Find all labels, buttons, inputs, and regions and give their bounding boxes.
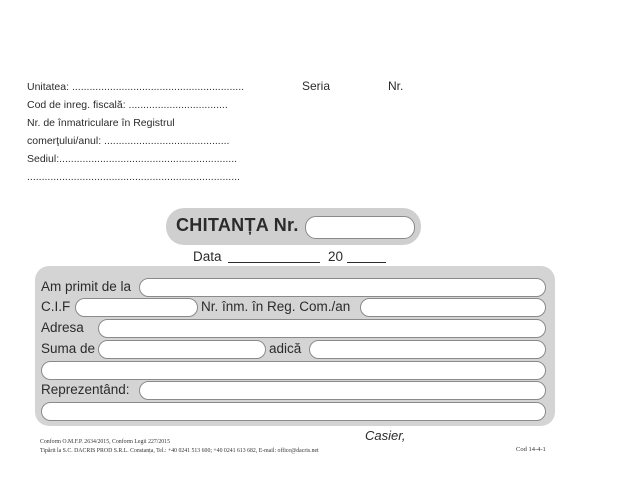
receipt-number-field[interactable] bbox=[305, 216, 415, 239]
reprezentand-label: Reprezentând: bbox=[41, 382, 130, 397]
reprezentand-field[interactable] bbox=[139, 381, 546, 400]
adresa-label: Adresa bbox=[41, 320, 84, 335]
cif-field[interactable] bbox=[75, 298, 198, 317]
unitatea-line: Unitatea: ........................................................... bbox=[27, 81, 245, 93]
cif-label: C.I.F bbox=[41, 299, 71, 314]
adica-label: adică bbox=[269, 341, 302, 356]
dotted-line: ......................................................................... bbox=[27, 171, 240, 183]
adica-field[interactable] bbox=[309, 340, 546, 359]
seria-label: Seria bbox=[302, 79, 331, 93]
footer-legal-line: Conform O.M.F.P. 2634/2015, Conform Legii 227/2015 bbox=[40, 439, 170, 445]
date-field[interactable] bbox=[228, 262, 320, 263]
title-nr: Nr. bbox=[273, 215, 299, 235]
am-primit-label: Am primit de la bbox=[41, 279, 132, 294]
form-code: Cod 14-4-1 bbox=[516, 446, 546, 453]
nr-inmatriculare-line: Nr. de înmatriculare în Registrul bbox=[27, 117, 175, 129]
nr-label: Nr. bbox=[388, 79, 404, 93]
footer-printer-line: Tipărit la S.C. DACRIS PROD S.R.L. Constanța, Tel.: +40 0241 513 600; +40 0241 613 682, E-mail: office@dacris.net bbox=[40, 448, 319, 454]
comertului-line: comerţului/anul: ........................................... bbox=[27, 135, 230, 147]
cod-fiscal-line: Cod de inreg. fiscală: .................................. bbox=[27, 99, 228, 111]
date-label: Data bbox=[193, 249, 222, 264]
casier-label: Casier, bbox=[365, 428, 406, 443]
am-primit-field[interactable] bbox=[139, 278, 546, 297]
form-panel bbox=[35, 266, 555, 426]
blank-field-2[interactable] bbox=[41, 402, 546, 421]
adresa-field[interactable] bbox=[98, 319, 546, 338]
suma-label: Suma de bbox=[41, 341, 96, 356]
title-chitanta: CHITANȚA bbox=[176, 215, 269, 235]
document-title bbox=[176, 215, 299, 236]
nr-reg-label: Nr. înm. în Reg. Com./an bbox=[201, 299, 351, 314]
year-prefix: 20 bbox=[328, 249, 344, 264]
suma-field[interactable] bbox=[98, 340, 266, 359]
nr-reg-field[interactable] bbox=[360, 298, 546, 317]
year-field[interactable] bbox=[347, 262, 386, 263]
blank-field-1[interactable] bbox=[41, 361, 546, 380]
sediul-line: Sediul:............................................................. bbox=[27, 153, 238, 165]
